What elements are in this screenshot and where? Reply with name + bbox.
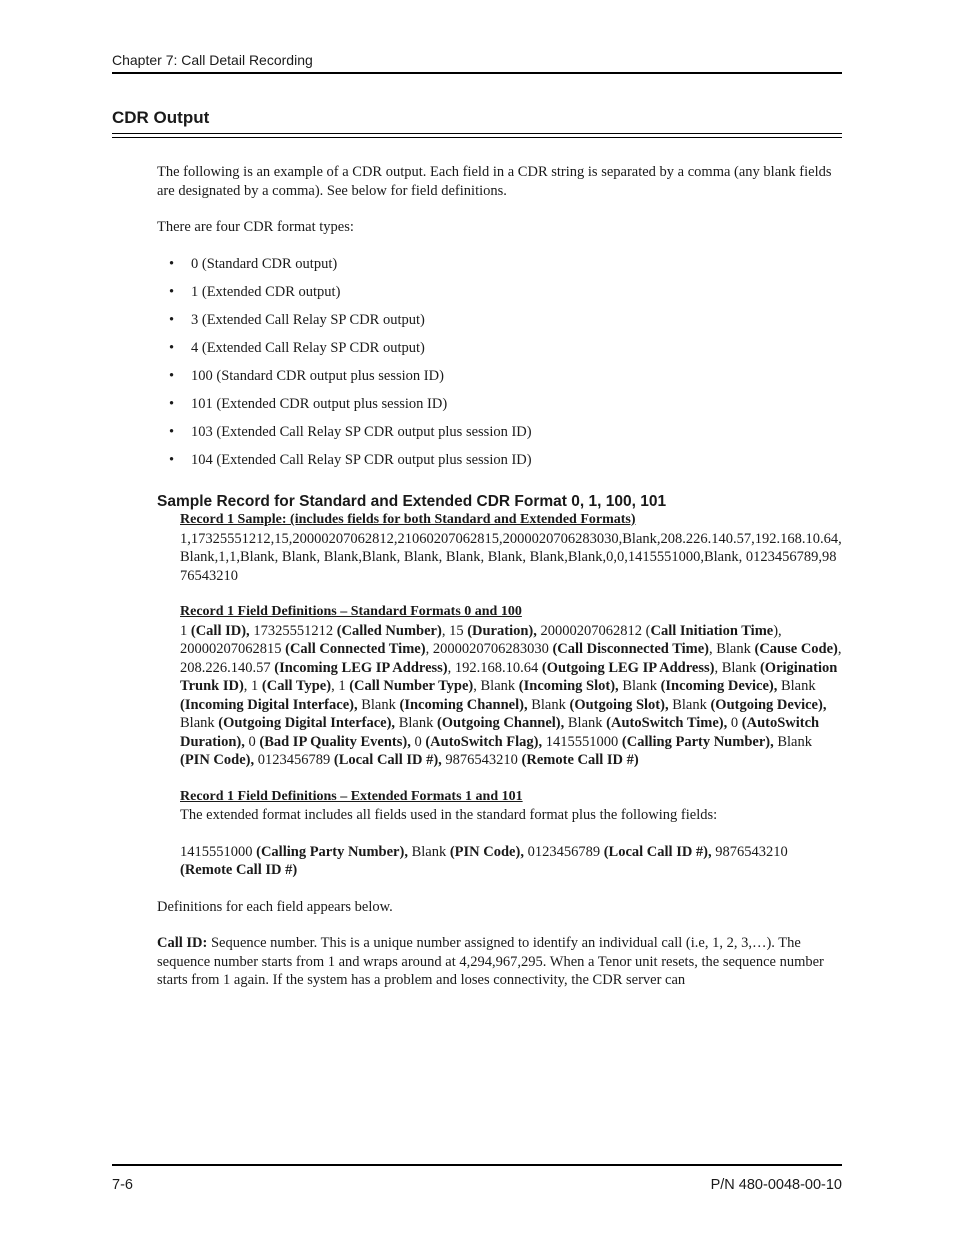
field-value: , 15 [441,622,468,639]
field-label: Call Initiation Time [650,622,774,639]
list-item: • 0 (Standard CDR output) [169,255,338,272]
field-label: (Call Connected Time) [285,641,426,657]
part-number: P/N 480-0048-00-10 [710,1177,842,1193]
field-label: (Call Type) [261,678,332,694]
bullet-icon: • [169,255,175,272]
field-label: (Origination Trunk ID) [180,659,838,694]
field-label: (Remote Call ID #) [180,862,298,878]
field-value: , 1 [243,678,262,694]
field-label: (Call ID), [190,622,254,639]
field-label: (Outgoing Slot), [569,696,669,713]
list-item: • 101 (Extended CDR output plus session ID) [169,395,448,412]
definitions-intro: Definitions for each field appears below. [157,898,393,915]
field-value: Blank [618,678,661,694]
field-value: Blank [773,733,812,750]
field-value: , Blank [708,641,755,657]
field-value: Blank [395,715,437,731]
field-value: 0123456789 [257,752,334,768]
field-label: (Cause Code) [754,641,838,657]
call-id-text: Sequence number. This is a unique number assigned to identify an individual call (i.e, 1, 2, 3,…). The sequence number starts from 1 and wraps around at 4,294,967,295. When a Tenor unit resets, the sequence number starts from 1 again. If the system has a problem and loses connectivity, the CDR server can [157,935,824,988]
sample-heading: Sample Record for Standard and Extended CDR Format 0, 1, 100, 101 [157,492,667,510]
standard-defs-text [180,622,842,770]
page-number: 7-6 [112,1177,133,1193]
intro-paragraph: The following is an example of a CDR output. Each field in a CDR string is separated by a comma (any blank fields are designated by a comma). See below for field definitions. [157,164,832,199]
extended-defs-text [180,843,842,880]
title-rule [112,137,842,138]
field-value: , 208.226.140.57 [180,641,842,676]
field-label: (Calling Party Number), [256,843,408,860]
field-label: (Incoming Digital Interface), [180,696,358,713]
section-title: CDR Output [112,108,210,127]
field-value: , Blank [473,678,519,694]
body-content [157,163,842,990]
field-label: (Remote Call ID #) [521,752,639,768]
field-value: , 1 [331,678,350,694]
field-value: Blank [357,696,400,713]
field-value: Blank [777,678,816,694]
call-id-definition [157,934,842,990]
field-label: (AutoSwitch Time), [606,715,731,731]
title-rule [112,133,842,134]
field-value: , 2000020706283030 [425,641,553,657]
bullet-icon: • [169,367,175,384]
record-sample-text: 1,17325551212,15,20000207062812,21060207062815,2000020706283030,Blank,208.226.140.57,192.168.10.64,Blank,1,1,Blank, Blank, Blank,Blank, Blank, Blank, Blank, Blank,Blank,0,0,1415551000,Blank, 0123456789,9876543210 [180,530,842,584]
field-value: 20000207062812 ( [540,622,651,639]
list-item: • 3 (Extended Call Relay SP CDR output) [169,311,425,328]
field-value: 9876543210 [711,843,788,860]
field-label: (PIN Code), [449,843,528,860]
record-sample-heading: Record 1 Sample: (includes fields for both Standard and Extended Formats) [180,512,636,527]
list-item: • 4 (Extended Call Relay SP CDR output) [169,339,425,356]
field-value: ), 20000207062815 [180,622,782,657]
field-label: (Called Number) [336,622,442,639]
bullet-icon: • [169,395,175,412]
field-value: , 192.168.10.64 [447,659,542,676]
field-value: Blank [180,715,219,731]
field-value: , Blank [714,659,760,676]
field-value: 0123456789 [527,843,604,860]
footer-rule [112,1164,842,1166]
field-value: 1415551000 [180,843,257,860]
field-value: 1 [180,622,191,639]
bullet-icon: • [169,451,175,468]
field-label: (Incoming LEG IP Address) [274,659,448,676]
field-value: 1415551000 [542,733,622,750]
bullet-icon: • [169,339,175,356]
field-value: Blank [527,696,570,713]
field-label: (Outgoing LEG IP Address) [541,659,715,676]
field-label: (Local Call ID #), [603,843,712,860]
format-types-lead: There are four CDR format types: [157,219,354,235]
field-value: Blank [407,843,450,860]
field-label: (Outgoing Device), [710,696,827,713]
field-label: (Call Disconnected Time) [552,641,709,657]
header-rule [112,72,842,74]
field-label: (Calling Party Number), [621,733,774,750]
call-id-term: Call ID: [157,935,208,951]
format-types-list [157,255,842,479]
field-value: Blank [564,715,607,731]
extended-defs-intro: The extended format includes all fields used in the standard format plus the following fields: [180,807,718,823]
field-value: 0 [730,715,742,731]
field-value: 17325551212 [253,622,337,639]
extended-defs-heading: Record 1 Field Definitions – Extended Formats 1 and 101 [180,788,523,804]
field-value: Blank [668,696,711,713]
running-header: Chapter 7: Call Detail Recording [112,52,313,68]
field-label: (Outgoing Channel), [436,715,565,731]
field-label: (Incoming Channel), [399,696,528,713]
field-label: (Incoming Device), [660,678,778,694]
field-label: (Outgoing Digital Interface), [218,715,396,731]
field-value: 0 [410,733,426,750]
list-item: • 100 (Standard CDR output plus session ID) [169,367,444,384]
bullet-icon: • [169,423,175,440]
field-label: (Local Call ID #), [333,752,442,768]
field-label: (Bad IP Quality Events), [259,733,411,750]
field-label: (PIN Code), [180,752,258,768]
list-item: • 1 (Extended CDR output) [169,283,341,300]
field-label: (Incoming Slot), [518,678,619,694]
field-value: 9876543210 [441,752,522,768]
field-label: (AutoSwitch Flag), [425,733,543,750]
field-label: (Call Number Type) [349,678,474,694]
bullet-icon: • [169,283,175,300]
field-label: (AutoSwitch Duration), [180,715,820,750]
list-item: • 103 (Extended Call Relay SP CDR output plus session ID) [169,423,532,440]
bullet-icon: • [169,311,175,328]
field-label: (Duration), [467,622,541,639]
list-item: • 104 (Extended Call Relay SP CDR output plus session ID) [169,451,532,468]
field-value: 0 [248,733,260,750]
record-block [180,511,842,880]
standard-defs-heading: Record 1 Field Definitions – Standard Formats 0 and 100 [180,604,522,619]
